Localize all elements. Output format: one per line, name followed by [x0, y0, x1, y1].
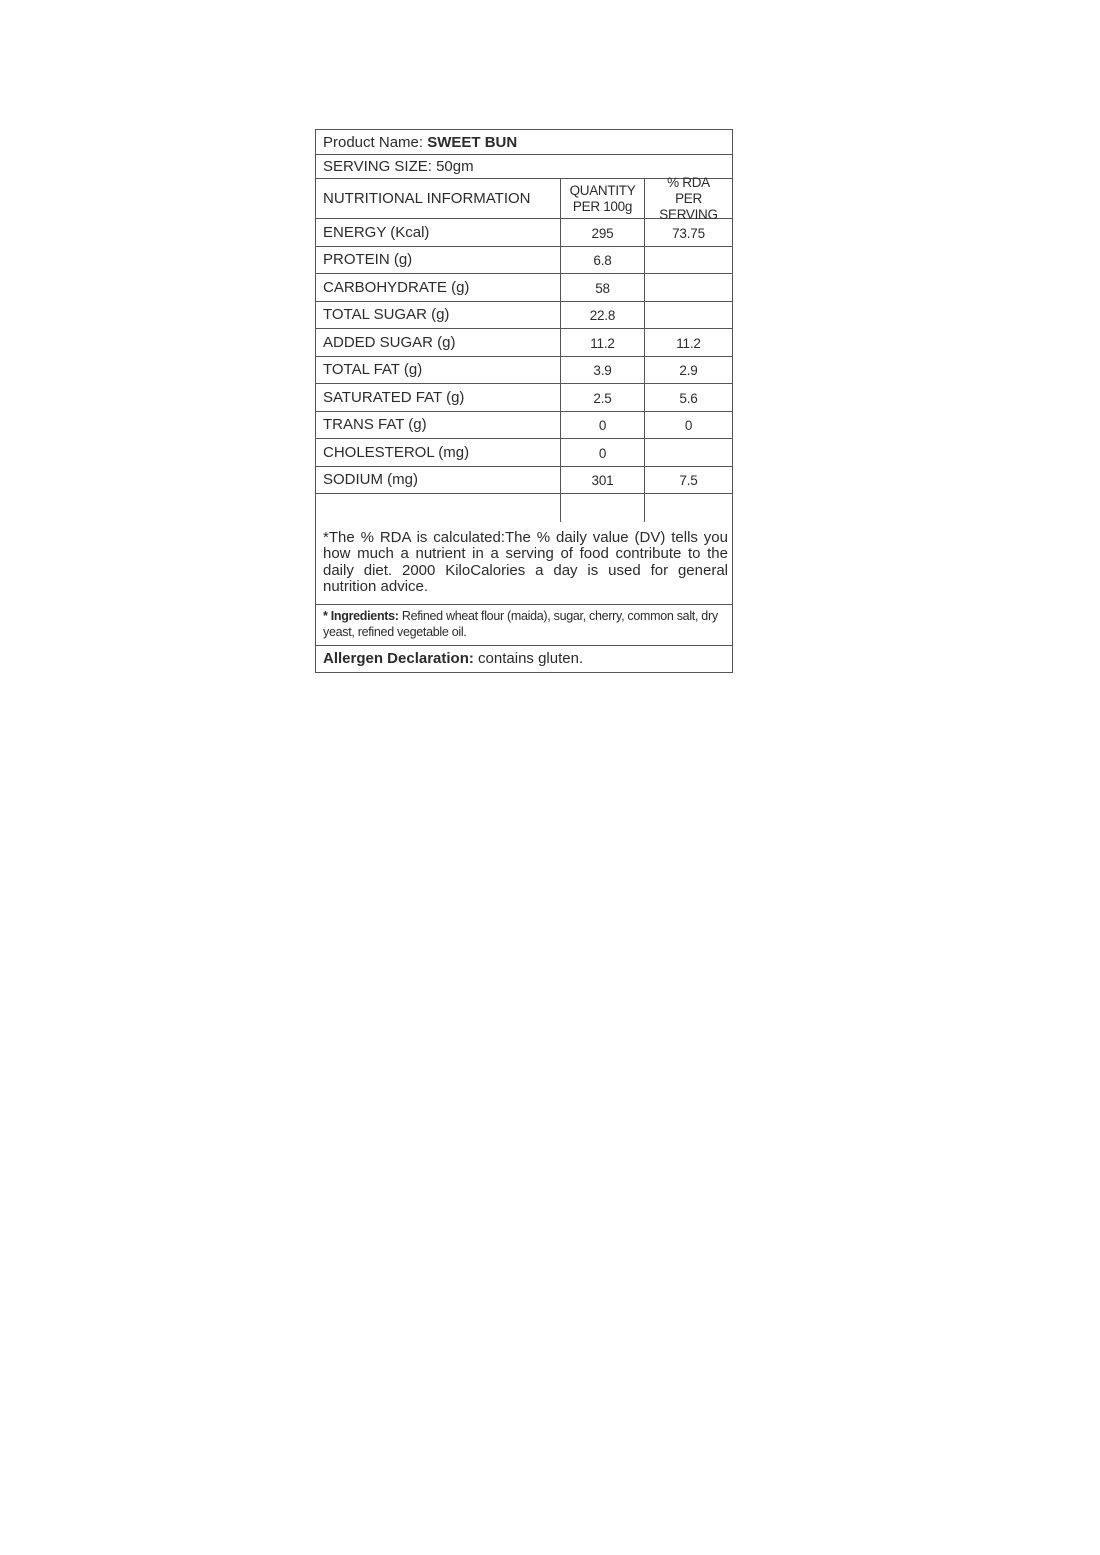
table-row	[316, 329, 732, 357]
quantity-header	[561, 179, 645, 218]
rda-note	[316, 522, 732, 605]
nutrient-rows	[316, 219, 732, 522]
nutrient-name	[316, 494, 561, 522]
nutrient-name: ENERGY (Kcal)	[316, 219, 561, 246]
nutrient-rda: 7.5	[679, 473, 698, 489]
table-row	[316, 494, 732, 522]
nutrient-name: SODIUM (mg)	[316, 467, 561, 494]
nutrient-rda: 73.75	[672, 225, 705, 241]
nutrient-rda	[645, 494, 732, 522]
product-name-label: Product Name:	[323, 133, 424, 151]
product-name-value: SWEET BUN	[427, 133, 518, 151]
nutrition-info-header-label: NUTRITIONAL INFORMATION	[323, 190, 531, 207]
nutrient-name: CHOLESTEROL (mg)	[316, 439, 561, 466]
ingredients-text: Refined wheat flour (maida), sugar, cherry, common salt, dry yeast, refined vegetable oil.	[323, 608, 718, 639]
table-row	[316, 412, 732, 440]
nutrient-name: TOTAL FAT (g)	[316, 357, 561, 384]
table-row	[316, 357, 732, 385]
nutrition-info-header	[316, 179, 561, 218]
quantity-header-line1: QUANTITY	[569, 182, 636, 198]
nutrient-rda	[645, 439, 732, 466]
nutrient-quantity: 0	[561, 412, 645, 439]
table-row	[316, 274, 732, 302]
table-row	[316, 219, 732, 247]
nutrient-quantity: 2.5	[561, 384, 645, 411]
nutrient-quantity: 11.2	[561, 329, 645, 356]
nutrient-rda: 11.2	[676, 335, 701, 351]
ingredients-row	[316, 605, 732, 646]
table-row	[316, 302, 732, 330]
allergen-text: contains gluten.	[473, 650, 584, 667]
table-row	[316, 467, 732, 495]
nutrient-name: ADDED SUGAR (g)	[316, 329, 561, 356]
table-row	[316, 384, 732, 412]
nutrient-quantity	[561, 494, 645, 522]
rda-header-line2: PER SERVING	[659, 190, 718, 222]
nutrient-rda: 5.6	[679, 390, 698, 406]
nutrient-quantity: 295	[561, 219, 645, 246]
nutrient-quantity: 301	[561, 467, 645, 494]
rda-header	[645, 174, 732, 222]
nutrient-quantity: 22.8	[561, 302, 645, 329]
nutrient-rda: 0	[684, 418, 693, 434]
rda-header-line1: % RDA	[667, 174, 710, 190]
nutrient-rda	[645, 247, 732, 274]
table-header-row	[316, 174, 732, 222]
nutrient-rda	[645, 274, 732, 301]
nutrient-quantity: 0	[561, 439, 645, 466]
serving-size: SERVING SIZE: 50gm	[323, 158, 474, 175]
table-row	[316, 247, 732, 275]
nutrient-quantity: 6.8	[561, 247, 645, 274]
nutrient-name: SATURATED FAT (g)	[316, 384, 561, 411]
nutrient-name: TRANS FAT (g)	[316, 412, 561, 439]
allergen-label: Allergen Declaration:	[323, 650, 474, 667]
nutrient-rda	[645, 302, 732, 329]
nutrient-quantity: 3.9	[561, 357, 645, 384]
table-row	[316, 439, 732, 467]
nutrient-rda: 2.9	[679, 363, 698, 379]
product-name-row	[316, 130, 732, 155]
nutrient-quantity: 58	[561, 274, 645, 301]
nutrient-name: PROTEIN (g)	[316, 247, 561, 274]
allergen-row	[316, 646, 732, 672]
ingredients-label: * Ingredients:	[323, 608, 399, 623]
rda-note-text: *The % RDA is calculated:The % daily value (DV) tells you how much a nutrient in a serving of food contribute to the daily diet. 2000 KiloCalories a day is used for general nutrition advice.	[323, 528, 728, 595]
nutrition-label	[315, 129, 733, 673]
nutrient-name: CARBOHYDRATE (g)	[316, 274, 561, 301]
quantity-header-line2: PER 100g	[572, 198, 633, 214]
nutrient-name: TOTAL SUGAR (g)	[316, 302, 561, 329]
